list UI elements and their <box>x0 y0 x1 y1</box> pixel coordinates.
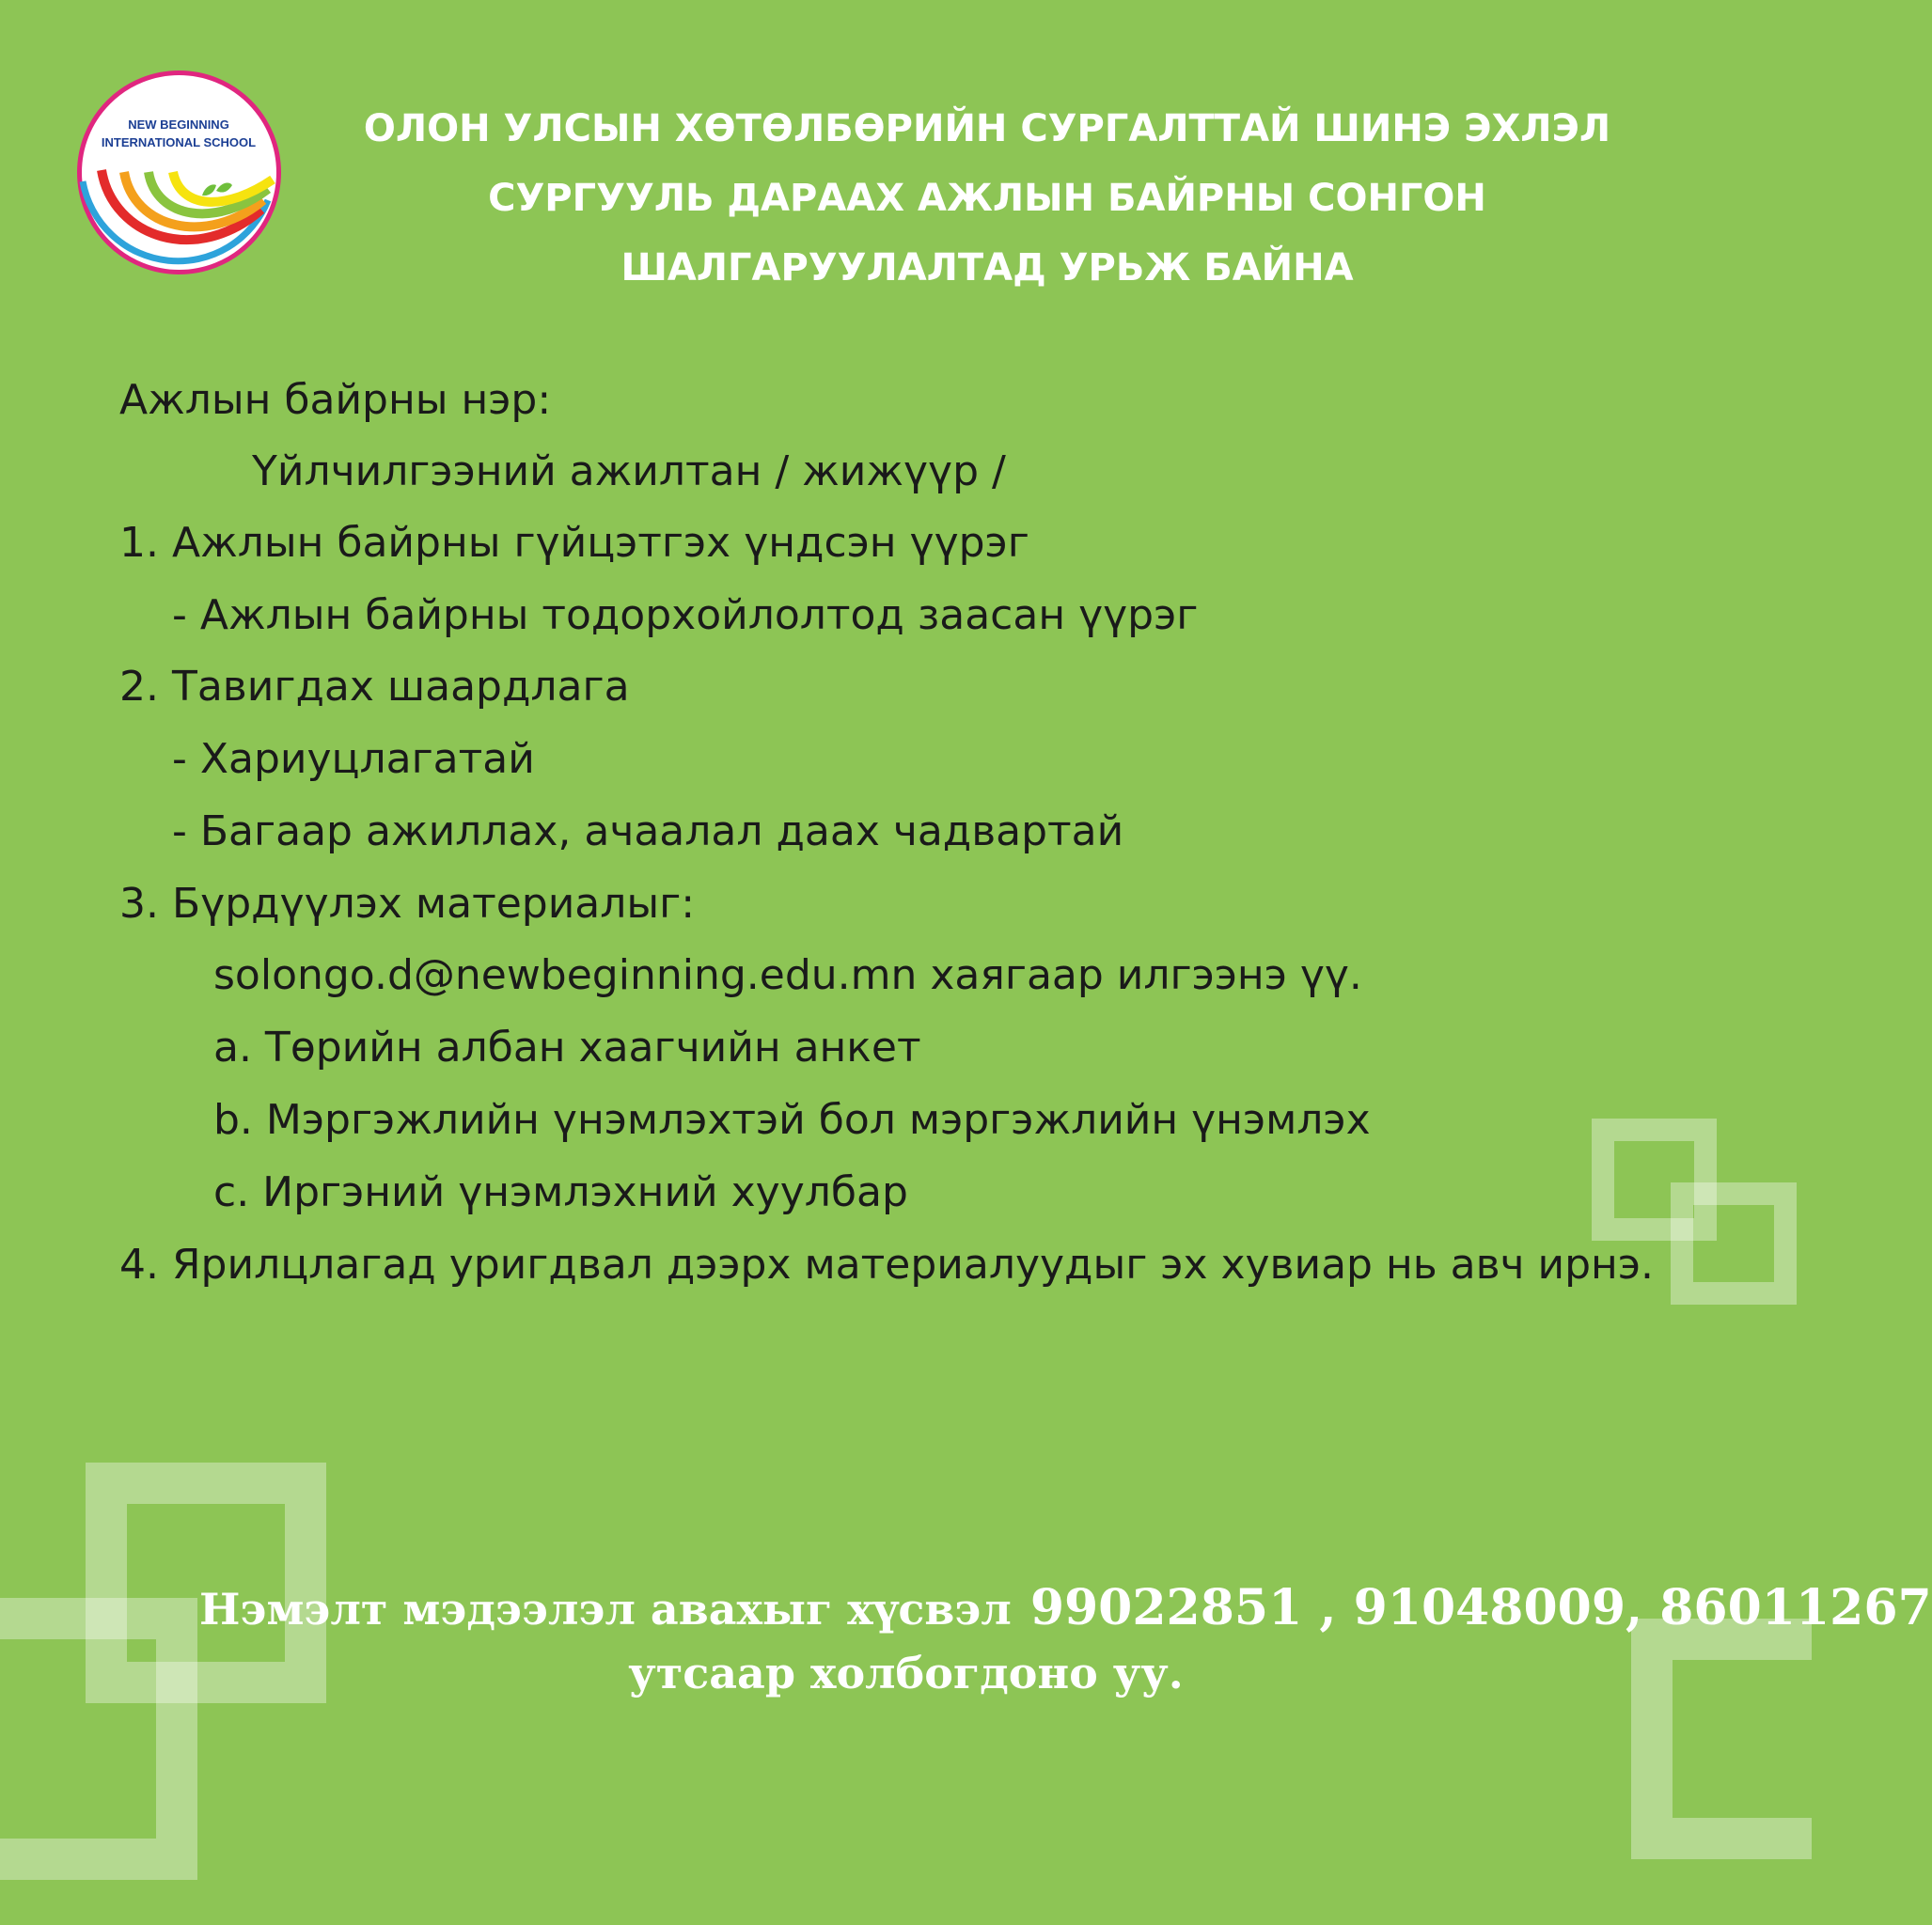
list-item-2: 2. Тавигдах шаардлага <box>119 663 630 711</box>
job-title: Үйлчилгээний ажилтан / жижүүр / <box>252 447 1006 495</box>
list-item-2-sub-2: - Багаар ажиллах, ачаалал даах чадвартай <box>172 807 1124 855</box>
header-line-2: СУРГУУЛЬ ДАРААХ АЖЛЫН БАЙРНЫ СОНГОН <box>488 177 1486 220</box>
footer-line-1 <box>199 1579 1932 1636</box>
list-item-1-sub: - Ажлын байрны тодорхойлолтод заасан үүрэг <box>172 591 1199 639</box>
logo-text-line1: NEW BEGINNING <box>128 117 229 132</box>
phone-numbers: 99022851 , 91048009, 86011267 <box>1029 1579 1932 1636</box>
list-item-3: 3. Бүрдүүлэх материалыг: <box>119 880 696 928</box>
school-logo <box>75 69 283 276</box>
footer-line-2: утсаар холбогдоно уу. <box>628 1648 1184 1698</box>
list-item-3-a: a. Төрийн албан хаагчийн анкет <box>213 1024 921 1072</box>
header-line-1: ОЛОН УЛСЫН ХӨТӨЛБӨРИЙН СУРГАЛТТАЙ ШИНЭ ЭХЛЭЛ <box>363 107 1611 150</box>
header-title <box>338 94 1636 303</box>
list-item-4: 4. Ярилцлагад уригдвал дээрх материалуудыг эх хувиар нь авч ирнэ. <box>119 1241 1654 1289</box>
list-item-3-c: c. Иргэний үнэмлэхний хуулбар <box>213 1168 908 1216</box>
list-item-1: 1. Ажлын байрны гүйцэтгэх үндсэн үүрэг <box>119 519 1029 567</box>
contact-email: solongo.d@newbeginning.edu.mn хаягаар илгээнэ үү. <box>213 951 1362 999</box>
logo-text-line2: INTERNATIONAL SCHOOL <box>101 135 257 149</box>
header-line-3: ШАЛГАРУУЛАЛТАД УРЬЖ БАЙНА <box>620 246 1354 290</box>
list-item-3-b: b. Мэргэжлийн үнэмлэхтэй бол мэргэжлийн үнэмлэх <box>213 1096 1371 1144</box>
list-item-2-sub-1: - Хариуцлагатай <box>172 735 535 783</box>
decor-square <box>0 1598 197 1880</box>
job-name-label: Ажлын байрны нэр: <box>119 376 552 424</box>
footer-text: Нэмэлт мэдээлэл авахыг хүсвэл <box>199 1584 1012 1635</box>
decor-square <box>1671 1182 1797 1305</box>
